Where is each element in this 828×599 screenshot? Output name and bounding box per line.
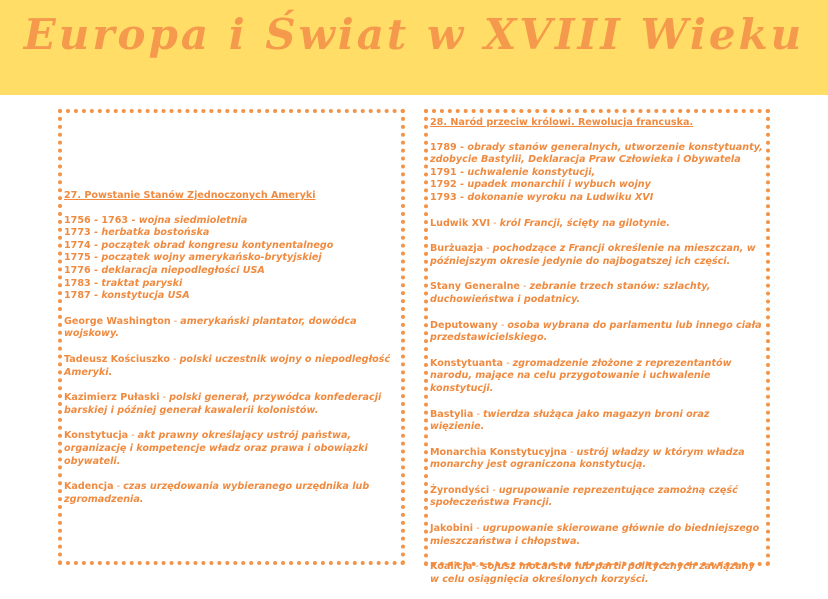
timeline-date: 1775	[64, 252, 91, 264]
timeline-text: dokonanie wyroku na Ludwiku XVI	[467, 191, 654, 203]
definition-text: osoba wybrana do parlamentu lub innego ciała przedstawicielskiego.	[430, 319, 762, 344]
timeline-date: 1783	[64, 277, 91, 289]
definition-item: Konstytucja - akt prawny określający ustrój państwa, organizację i kompetencje władz oraz prawa i obowiązki obywateli.	[64, 430, 368, 467]
definition-item: Jakobini - ugrupowanie skierowane głównie do biedniejszego mieszczaństwa i chłopstwa.	[430, 523, 760, 547]
definition-text: pochodzące z Francji określenie na mieszczan, w późniejszym okresie jedynie do najbogatszej ich części.	[430, 243, 756, 267]
definition-text: polski uczestnik wojny o niepodległość Ameryki.	[64, 353, 391, 378]
title-banner	[0, 0, 828, 95]
definition-term: Żyrondyści	[430, 484, 490, 496]
definition-term: Koalicja	[430, 561, 473, 573]
timeline-item: 1775 - początek wojny amerykańsko-brytyjskiej	[64, 252, 322, 264]
timeline-text: początek obrad kongresu kontynentalnego	[101, 239, 334, 251]
timeline-date: 1791	[430, 166, 457, 178]
definition-text: sojusz mocarstw lub partii politycznych zawiązany w celu osiągnięcia określonych korzyści.	[430, 561, 755, 585]
definition-text: ustrój władzy w którym władza monarchy jest ograniczona konstytucją.	[430, 446, 745, 471]
timeline-text: traktat paryski	[101, 277, 183, 289]
timeline-date: 1774	[64, 239, 91, 251]
definition-item: Kazimierz Pułaski - polski generał, przywódca konfederacji barskiej i później generał kawalerii kolonistów.	[64, 392, 382, 416]
definition-term: Bastylia	[430, 408, 474, 420]
timeline-item: 1773 - herbatka bostońska	[64, 227, 210, 239]
timeline-date: 1792	[430, 179, 457, 191]
definition-term: Stany Generalne	[430, 281, 520, 293]
definition-term: Kadencja	[64, 481, 114, 493]
definition-item: Kadencja - czas urzędowania wybieranego urzędnika lub zgromadzenia.	[64, 481, 370, 505]
timeline-date: 1789	[430, 141, 457, 153]
right-panel-content	[430, 117, 766, 599]
timeline-item: 1792 - upadek monarchii i wybuch wojny	[430, 179, 651, 191]
definition-term: Konstytucja	[64, 430, 129, 442]
definition-term: Burżuazja	[430, 243, 484, 255]
definition-term: Monarchia Konstytucyjna	[430, 446, 567, 458]
section-spacer	[430, 205, 766, 218]
definition-term: Kazimierz Pułaski	[64, 392, 160, 404]
definition-item: Tadeusz Kościuszko - polski uczestnik wojny o niepodległość Ameryki.	[64, 353, 391, 378]
timeline-item: 1756 - 1763 - wojna siedmioletnia	[64, 214, 248, 226]
definition-term: George Washington	[64, 315, 171, 327]
left-panel-content	[64, 190, 404, 519]
definition-text: polski generał, przywódca konfederacji barskiej i później generał kawalerii kolonistów.	[64, 392, 382, 416]
definition-item: Konstytuanta - zgromadzenie złożone z reprezentantów narodu, mające na celu przygotowanie i uchwalenie konstytucji.	[430, 357, 732, 394]
definition-item: George Washington - amerykański plantator, dowódca wojskowy.	[64, 315, 357, 340]
definition-term: Jakobini	[430, 523, 474, 535]
timeline-text: deklaracja niepodległości USA	[101, 264, 265, 276]
definition-term: Deputowany	[430, 319, 498, 331]
timeline-item: 1789 - obrady stanów generalnych, utworzenie konstytuanty, zdobycie Bastylii, Deklaracja Praw Człowieka i Obywatela	[430, 141, 763, 166]
timeline-date: 1776	[64, 264, 91, 276]
definition-item: Stany Generalne - zebranie trzech stanów: szlachty, duchowieństwa i podatnicy.	[430, 281, 711, 305]
definition-text: ugrupowanie reprezentujące zamożną część społeczeństwa Francji.	[430, 484, 738, 509]
definition-term: Ludwik XVI	[430, 217, 491, 229]
left-section-heading: 27. Powstanie Stanów Zjednoczonych Ameryki	[64, 190, 316, 201]
timeline-text: obrady stanów generalnych, utworzenie konstytuanty, zdobycie Bastylii, Deklaracja Praw Człowieka i Obywatela	[430, 141, 763, 166]
definition-text: król Francji, ścięty na gilotynie.	[499, 217, 670, 229]
definition-item: Bastylia - twierdza służąca jako magazyn broni oraz więzienie.	[430, 408, 710, 433]
definition-text: twierdza służąca jako magazyn broni oraz więzienie.	[430, 408, 710, 433]
timeline-date: 1793	[430, 191, 457, 203]
definition-text: amerykański plantator, dowódca wojskowy.	[64, 315, 357, 340]
section-spacer	[64, 303, 404, 316]
definition-item: Koalicja - sojusz mocarstw lub partii politycznych zawiązany w celu osiągnięcia określonych korzyści.	[430, 561, 755, 585]
definition-term: Tadeusz Kościuszko	[64, 353, 170, 365]
timeline-item: 1791 - uchwalenie konstytucji,	[430, 166, 596, 178]
definition-text: akt prawny określający ustrój państwa, organizację i kompetencje władz oraz prawa i obowiązki obywateli.	[64, 430, 368, 467]
timeline-item: 1774 - początek obrad kongresu kontynentalnego	[64, 239, 334, 251]
timeline-date: 1773	[64, 227, 91, 239]
timeline-text: uchwalenie konstytucji,	[467, 166, 596, 178]
timeline-item: 1793 - dokonanie wyroku na Ludwiku XVI	[430, 191, 654, 203]
timeline-text: konstytucja USA	[101, 290, 190, 302]
timeline-date: 1756 - 1763	[64, 214, 129, 226]
definition-text: ugrupowanie skierowane głównie do biedniejszego mieszczaństwa i chłopstwa.	[430, 523, 760, 547]
definition-item: Monarchia Konstytucyjna - ustrój władzy w którym władza monarchy jest ograniczona konstytucją.	[430, 446, 745, 471]
timeline-text: herbatka bostońska	[101, 227, 210, 239]
definition-text: czas urzędowania wybieranego urzędnika lub zgromadzenia.	[64, 481, 370, 505]
timeline-text: upadek monarchii i wybuch wojny	[467, 179, 651, 191]
definition-item: Burżuazja - pochodzące z Francji określenie na mieszczan, w późniejszym okresie jedynie do najbogatszej ich części.	[430, 243, 756, 267]
definition-term: Konstytuanta	[430, 357, 504, 369]
definition-item: Ludwik XVI - król Francji, ścięty na gilotynie.	[430, 217, 670, 229]
definition-text: zebranie trzech stanów: szlachty, duchowieństwa i podatnicy.	[430, 281, 711, 305]
definition-item: Deputowany - osoba wybrana do parlamentu lub innego ciała przedstawicielskiego.	[430, 319, 762, 344]
timeline-item: 1776 - deklaracja niepodległości USA	[64, 264, 265, 276]
definition-text: zgromadzenie złożone z reprezentantów narodu, mające na celu przygotowanie i uchwalenie konstytucji.	[430, 357, 732, 394]
timeline-text: początek wojny amerykańsko-brytyjskiej	[101, 252, 322, 264]
timeline-item: 1783 - traktat paryski	[64, 277, 183, 289]
timeline-item: 1787 - konstytucja USA	[64, 290, 190, 302]
right-section-heading: 28. Naród przeciw królowi. Rewolucja francuska.	[430, 117, 694, 128]
timeline-date: 1787	[64, 290, 91, 302]
timeline-text: wojna siedmioletnia	[138, 214, 248, 226]
page-title: Europa i Świat w XVIII Wieku	[23, 10, 805, 59]
definition-item: Żyrondyści - ugrupowanie reprezentujące zamożną część społeczeństwa Francji.	[430, 484, 738, 509]
